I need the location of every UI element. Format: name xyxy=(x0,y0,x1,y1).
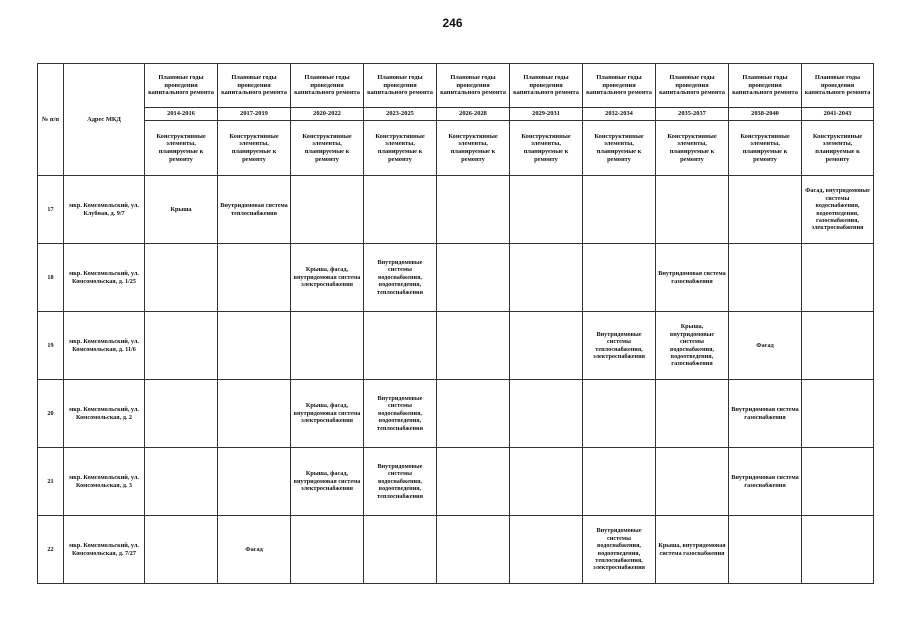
repair-elements-cell xyxy=(510,448,583,516)
table-row xyxy=(38,380,874,448)
header-row-titles xyxy=(38,64,874,108)
period-years-header: 2020-2022 xyxy=(291,108,364,121)
repair-elements-cell: Внутридомовые системы водоснабжения, водоотведения, теплоснабжения xyxy=(364,244,437,312)
repair-elements-cell xyxy=(145,312,218,380)
repair-elements-cell xyxy=(583,380,656,448)
repair-elements-cell xyxy=(437,312,510,380)
period-years-header: 2017-2019 xyxy=(218,108,291,121)
repair-elements-cell: Внутридомовые системы теплоснабжения, электроснабжения xyxy=(583,312,656,380)
row-address: мкр. Комсомольский, ул. Комсомольская, д. 3 xyxy=(64,448,145,516)
repair-elements-cell xyxy=(729,516,802,584)
repair-elements-cell xyxy=(802,516,874,584)
repair-elements-cell: Фасад xyxy=(218,516,291,584)
repair-elements-cell xyxy=(510,244,583,312)
period-years-header: 2032-2034 xyxy=(583,108,656,121)
repair-elements-cell xyxy=(218,244,291,312)
row-number: 22 xyxy=(38,516,64,584)
period-title-header: Плановые годы проведения капитального ремонта xyxy=(802,64,874,108)
header-row-elements xyxy=(38,121,874,176)
row-address: мкр. Комсомольский, ул. Комсомольская, д. 2 xyxy=(64,380,145,448)
period-years-header: 2035-2037 xyxy=(656,108,729,121)
repair-elements-cell xyxy=(656,176,729,244)
repair-elements-cell xyxy=(364,516,437,584)
repair-elements-cell xyxy=(218,448,291,516)
period-title-header: Плановые годы проведения капитального ремонта xyxy=(145,64,218,108)
row-address: мкр. Комсомольский, ул. Комсомольская, д. 11/6 xyxy=(64,312,145,380)
page-number: 246 xyxy=(442,16,463,30)
period-title-header: Плановые годы проведения капитального ремонта xyxy=(510,64,583,108)
period-years-header: 2026-2028 xyxy=(437,108,510,121)
repair-elements-cell: Крыша, внутридомовые системы водоснабжения, водоотведения, газоснабжения xyxy=(656,312,729,380)
repair-elements-cell xyxy=(510,380,583,448)
col-header-num: № п/п xyxy=(38,64,64,176)
repair-elements-cell xyxy=(218,312,291,380)
period-elements-header: Конструктивные элементы, планируемые к ремонту xyxy=(291,121,364,176)
period-elements-header: Конструктивные элементы, планируемые к ремонту xyxy=(510,121,583,176)
table-row xyxy=(38,244,874,312)
period-elements-header: Конструктивные элементы, планируемые к ремонту xyxy=(145,121,218,176)
repair-elements-cell xyxy=(291,516,364,584)
row-number: 18 xyxy=(38,244,64,312)
repair-elements-cell: Внутридомовая система газоснабжения xyxy=(656,244,729,312)
repair-elements-cell xyxy=(291,312,364,380)
repair-elements-cell xyxy=(364,176,437,244)
repair-elements-cell: Крыша, фасад, внутридомовая система электроснабжения xyxy=(291,448,364,516)
repair-elements-cell xyxy=(583,448,656,516)
repair-elements-cell xyxy=(729,244,802,312)
repair-elements-cell xyxy=(145,516,218,584)
capital-repair-plan-table xyxy=(37,63,874,584)
period-elements-header: Конструктивные элементы, планируемые к ремонту xyxy=(437,121,510,176)
repair-elements-cell xyxy=(656,448,729,516)
period-title-header: Плановые годы проведения капитального ремонта xyxy=(364,64,437,108)
period-years-header: 2041-2043 xyxy=(802,108,874,121)
period-years-header: 2023-2025 xyxy=(364,108,437,121)
period-title-header: Плановые годы проведения капитального ремонта xyxy=(583,64,656,108)
repair-elements-cell xyxy=(583,176,656,244)
repair-elements-cell: Внутридомовая система газоснабжения xyxy=(729,448,802,516)
repair-elements-cell xyxy=(437,380,510,448)
row-number: 20 xyxy=(38,380,64,448)
row-address: мкр. Комсомольский, ул. Клубная, д. 9/7 xyxy=(64,176,145,244)
repair-elements-cell xyxy=(437,448,510,516)
period-years-header: 2029-2031 xyxy=(510,108,583,121)
repair-elements-cell xyxy=(583,244,656,312)
repair-elements-cell xyxy=(145,380,218,448)
repair-elements-cell xyxy=(802,448,874,516)
repair-elements-cell: Крыша, фасад, внутридомовая система электроснабжения xyxy=(291,380,364,448)
repair-elements-cell xyxy=(729,176,802,244)
period-years-header: 2014-2016 xyxy=(145,108,218,121)
repair-elements-cell: Внутридомовые системы водоснабжения, водоотведения, теплоснабжения xyxy=(364,448,437,516)
table-row xyxy=(38,312,874,380)
period-years-header: 2038-2040 xyxy=(729,108,802,121)
period-elements-header: Конструктивные элементы, планируемые к ремонту xyxy=(364,121,437,176)
period-title-header: Плановые годы проведения капитального ремонта xyxy=(656,64,729,108)
table-row xyxy=(38,176,874,244)
period-title-header: Плановые годы проведения капитального ремонта xyxy=(291,64,364,108)
row-number: 21 xyxy=(38,448,64,516)
repair-elements-cell xyxy=(437,516,510,584)
period-elements-header: Конструктивные элементы, планируемые к ремонту xyxy=(218,121,291,176)
repair-elements-cell xyxy=(510,312,583,380)
repair-elements-cell xyxy=(802,244,874,312)
repair-elements-cell: Фасад, внутридомовые системы водоснабжения, водоотведения, газоснабжения, электроснабжения xyxy=(802,176,874,244)
period-title-header: Плановые годы проведения капитального ремонта xyxy=(437,64,510,108)
repair-elements-cell: Крыша xyxy=(145,176,218,244)
repair-elements-cell xyxy=(364,312,437,380)
repair-elements-cell xyxy=(291,176,364,244)
row-number: 19 xyxy=(38,312,64,380)
repair-elements-cell: Внутридомовая система газоснабжения xyxy=(729,380,802,448)
row-address: мкр. Комсомольский, ул. Комсомольская, д. 1/25 xyxy=(64,244,145,312)
repair-elements-cell: Внутридомовая система теплоснабжения xyxy=(218,176,291,244)
repair-elements-cell xyxy=(145,244,218,312)
repair-elements-cell xyxy=(218,380,291,448)
repair-elements-cell xyxy=(802,380,874,448)
repair-elements-cell xyxy=(145,448,218,516)
period-elements-header: Конструктивные элементы, планируемые к ремонту xyxy=(656,121,729,176)
table-row xyxy=(38,516,874,584)
repair-elements-cell xyxy=(437,176,510,244)
repair-elements-cell: Крыша, внутридомовая система газоснабжения xyxy=(656,516,729,584)
repair-elements-cell: Внутридомовые системы водоснабжения, водоотведения, теплоснабжения xyxy=(364,380,437,448)
period-elements-header: Конструктивные элементы, планируемые к ремонту xyxy=(802,121,874,176)
period-elements-header: Конструктивные элементы, планируемые к ремонту xyxy=(583,121,656,176)
repair-elements-cell xyxy=(802,312,874,380)
col-header-address: Адрес МКД xyxy=(64,64,145,176)
repair-elements-cell: Внутридомовые системы водоснабжения, водоотведения, теплоснабжения, электроснабжения xyxy=(583,516,656,584)
repair-elements-cell xyxy=(437,244,510,312)
period-title-header: Плановые годы проведения капитального ремонта xyxy=(218,64,291,108)
repair-elements-cell: Фасад xyxy=(729,312,802,380)
period-elements-header: Конструктивные элементы, планируемые к ремонту xyxy=(729,121,802,176)
repair-elements-cell xyxy=(510,516,583,584)
period-title-header: Плановые годы проведения капитального ремонта xyxy=(729,64,802,108)
repair-elements-cell: Крыша, фасад, внутридомовая система электроснабжения xyxy=(291,244,364,312)
table-row xyxy=(38,448,874,516)
row-address: мкр. Комсомольский, ул. Комсомольская, д. 7/27 xyxy=(64,516,145,584)
header-row-years xyxy=(38,108,874,121)
repair-elements-cell xyxy=(510,176,583,244)
repair-elements-cell xyxy=(656,380,729,448)
row-number: 17 xyxy=(38,176,64,244)
